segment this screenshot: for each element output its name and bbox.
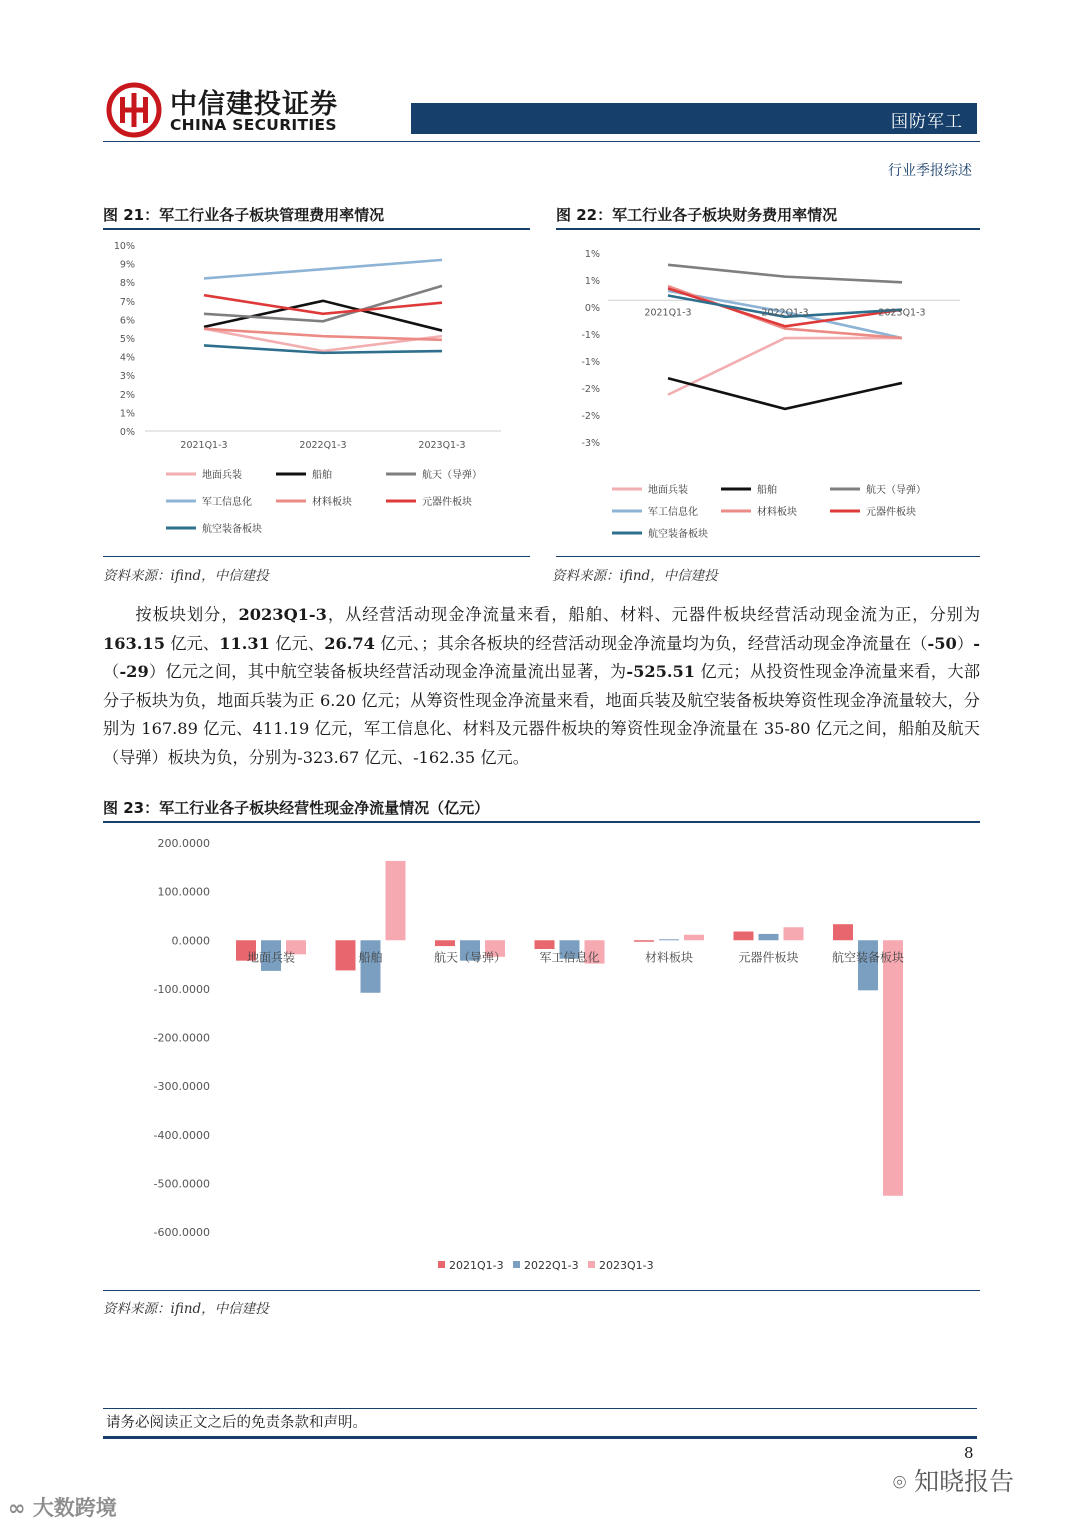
- fig22-title: 图 22：军工行业各子板块财务费用率情况: [556, 206, 838, 224]
- watermark-right-text: 知晓报告: [914, 1467, 1015, 1496]
- fig22-top-rule: [556, 228, 980, 230]
- fig21-ytick-label: 2%: [119, 389, 135, 401]
- disclaimer: 请务必阅读正文之后的免责条款和声明。: [106, 1415, 367, 1431]
- para-text: 亿元、: [269, 633, 325, 653]
- fig23-ytick-label: 200.0000: [157, 837, 210, 850]
- fig23-bar-航天导弹-2021Q1-3: [435, 940, 455, 946]
- fig22-xtick-label: 2021Q1-3: [644, 307, 692, 319]
- fig23-source: 资料来源：ifind，中信建投: [103, 1301, 269, 1317]
- fig21-ytick-label: 8%: [119, 278, 135, 290]
- watermark-left-text: 大数跨境: [32, 1496, 117, 1520]
- fig22-xtick-label: 2023Q1-3: [878, 307, 926, 319]
- fig21-chart: [103, 232, 530, 552]
- para-bold: 26.74: [324, 633, 375, 653]
- fig22-ytick-label: -2%: [581, 411, 600, 422]
- para-text: ）亿元之间，其中航空装备板块经营活动现金净流量流出显著，为: [148, 662, 627, 681]
- legend-label-元器件板块: 元器件板块: [866, 507, 916, 518]
- fig22-source: 资料来源：ifind，中信建投: [552, 568, 718, 584]
- legend-label-地面兵装: 地面兵装: [202, 470, 242, 481]
- fig23-ytick-label: -100.0000: [153, 982, 210, 996]
- fig22-series-航天导弹: [668, 265, 902, 282]
- fig23-bar-航空装备板块-2021Q1-3: [833, 924, 853, 940]
- fig23-chart: [103, 826, 980, 1286]
- para-bold: 11.31: [219, 633, 270, 653]
- fig21-series-航空装备板块: [204, 345, 442, 352]
- header-band: [411, 103, 977, 134]
- fig21-ytick-label: 9%: [119, 259, 135, 271]
- fig21-ytick-label: 4%: [119, 352, 135, 364]
- fig23-bar-材料板块-2023Q1-3: [684, 935, 704, 940]
- legend-label-材料板块: 材料板块: [757, 507, 797, 518]
- para-text: 亿元、；其余各板块的经营活动现金净流量均为负，经营活动现金净流量在（: [374, 633, 928, 653]
- fig23-ytick-label: -400.0000: [153, 1128, 210, 1142]
- fig22-ytick-label: -1%: [581, 330, 600, 341]
- fig23-bar-材料板块-2021Q1-3: [634, 940, 654, 941]
- fig23-legend-label-2023Q1-3: 2023Q1-3: [599, 1259, 654, 1272]
- fig21-ytick-label: 1%: [119, 408, 135, 420]
- fig23-xtick-label: 船舶: [358, 950, 383, 965]
- fig22-ytick-label: 1%: [584, 276, 600, 287]
- fig21-ytick-label: 7%: [119, 296, 135, 308]
- para-bold: 2023Q1-3: [238, 605, 327, 624]
- fig22-bottom-rule: [556, 556, 980, 557]
- fig21-bottom-rule: [103, 556, 530, 557]
- fig21-ytick-label: 3%: [119, 371, 135, 383]
- legend-label-航空装备板块: 航空装备板块: [202, 524, 262, 535]
- company-name-en: CHINA SECURITIES: [170, 116, 337, 134]
- fig21-ytick-label: 6%: [119, 315, 135, 327]
- fig23-bar-航空装备板块-2023Q1-3: [883, 940, 903, 1196]
- legend-label-军工信息化: 军工信息化: [648, 507, 698, 518]
- watermark-right: [893, 1462, 1014, 1498]
- fig23-xtick-label: 航天（导弹）: [433, 950, 507, 965]
- legend-label-航天导弹: 航天（导弹）: [866, 485, 926, 496]
- wechat-icon: ⌾: [893, 1471, 907, 1496]
- fig23-xtick-label: 航空装备板块: [831, 950, 905, 965]
- fig23-bar-船舶-2023Q1-3: [386, 861, 406, 940]
- weibo-icon: ∞: [8, 1496, 26, 1520]
- fig23-bar-航空装备板块-2022Q1-3: [858, 940, 878, 990]
- fig23-xtick-label: 元器件板块: [738, 950, 799, 965]
- para-text: 亿元、: [164, 633, 220, 653]
- fig23-xtick-label: 地面兵装: [246, 950, 296, 965]
- legend-label-航天导弹: 航天（导弹）: [422, 470, 482, 481]
- fig21-ytick-label: 0%: [119, 427, 135, 438]
- fig21-xtick-label: 2022Q1-3: [299, 440, 347, 451]
- fig23-bar-船舶-2021Q1-3: [336, 940, 356, 970]
- fig23-xtick-label: 材料板块: [644, 950, 694, 965]
- legend-label-材料板块: 材料板块: [312, 497, 352, 508]
- body-paragraph: [103, 601, 980, 772]
- fig22-ytick-label: -1%: [581, 357, 600, 368]
- legend-label-船舶: 船舶: [757, 485, 777, 496]
- fig22-ytick-label: 0%: [584, 303, 600, 314]
- fig23-ytick-label: -300.0000: [153, 1080, 210, 1094]
- company-name-cn: 中信建投证券: [170, 89, 338, 120]
- fig23-ytick-label: -500.0000: [153, 1177, 210, 1191]
- para-bold: 163.15: [103, 633, 165, 653]
- fig23-ytick-label: 100.0000: [157, 885, 210, 899]
- fig21-title: 图 21：军工行业各子板块管理费用率情况: [103, 206, 385, 224]
- fig23-bar-元器件板块-2023Q1-3: [784, 927, 804, 940]
- legend-label-元器件板块: 元器件板块: [422, 497, 472, 508]
- para-text: 按板块划分，: [135, 605, 239, 624]
- fig21-series-军工信息化: [204, 260, 442, 279]
- fig23-legend-swatch-2023Q1-3: [588, 1261, 595, 1268]
- para-text: （: [103, 662, 120, 681]
- legend-label-军工信息化: 军工信息化: [202, 497, 252, 508]
- legend-label-地面兵装: 地面兵装: [648, 485, 688, 496]
- fig22-chart: [556, 232, 980, 552]
- page-number: 8: [964, 1444, 974, 1462]
- company-logo-icon: [106, 82, 162, 138]
- fig23-xtick-label: 军工信息化: [539, 950, 600, 965]
- fig23-bar-船舶-2022Q1-3: [361, 940, 381, 993]
- fig23-title: 图 23：军工行业各子板块经营性现金净流量情况（亿元）: [103, 799, 490, 817]
- fig23-legend-swatch-2021Q1-3: [438, 1261, 445, 1268]
- fig21-ytick-label: 10%: [113, 241, 135, 252]
- fig23-top-rule: [103, 821, 980, 823]
- sector-tag: 国防军工: [891, 112, 963, 132]
- fig23-ytick-label: -200.0000: [153, 1031, 210, 1045]
- fig21-xtick-label: 2021Q1-3: [180, 440, 228, 451]
- fig23-bar-元器件板块-2022Q1-3: [759, 934, 779, 940]
- fig23-ytick-label: 0.0000: [171, 934, 210, 948]
- watermark-left: [8, 1492, 117, 1522]
- para-bold: -: [973, 633, 980, 653]
- fig23-legend-swatch-2022Q1-3: [513, 1261, 520, 1268]
- fig22-series-船舶: [668, 378, 902, 409]
- fig22-xtick-label: 2022Q1-3: [761, 307, 809, 319]
- para-bold: -525.51: [626, 662, 696, 681]
- para-bold: -50: [927, 633, 957, 653]
- para-text: ，从经营活动现金净流量来看，船舶、材料、元器件板块经营活动现金流为正，分别为: [326, 605, 981, 624]
- fig23-legend-label-2022Q1-3: 2022Q1-3: [524, 1259, 579, 1272]
- fig21-xtick-label: 2023Q1-3: [418, 440, 466, 451]
- fig22-ytick-label: 1%: [584, 249, 600, 260]
- para-bold: -29: [119, 662, 149, 681]
- footer-rule-top: [103, 1408, 977, 1409]
- legend-label-船舶: 船舶: [312, 470, 332, 481]
- report-type: 行业季报综述: [888, 163, 972, 179]
- fig22-ytick-label: -3%: [581, 438, 600, 449]
- fig22-ytick-label: -2%: [581, 384, 600, 395]
- fig23-bar-材料板块-2022Q1-3: [659, 939, 679, 940]
- fig23-bottom-rule: [103, 1290, 980, 1291]
- fig23-bar-元器件板块-2021Q1-3: [734, 931, 754, 940]
- header-rule: [103, 141, 980, 142]
- fig21-top-rule: [103, 228, 530, 230]
- para-text: ）: [956, 633, 974, 653]
- fig23-legend-label-2021Q1-3: 2021Q1-3: [449, 1259, 504, 1272]
- fig21-source: 资料来源：ifind，中信建投: [103, 568, 269, 584]
- fig23-bar-军工信息化-2021Q1-3: [535, 940, 555, 949]
- fig21-series-元器件板块: [204, 295, 442, 314]
- para-text: 亿元；从投资性现金净流量来看，大部分子板块为负，地面兵装为正 6.20 亿元；从筹资性现金净流量来看，地面兵装及航空装备板块筹资性现金净流量较大，分别为 167.89 亿元、411.19 亿元，军工信息化、材料及元器件板块的筹资性现金净流量在 35-80 亿元之间，船舶及航天（导弹）板块为负，分别为-323.67 亿元、-162.35 亿元。: [103, 662, 981, 767]
- fig21-series-航天导弹: [204, 286, 442, 321]
- footer-rule-bottom: [103, 1436, 977, 1439]
- fig21-ytick-label: 5%: [119, 334, 135, 345]
- legend-label-航空装备板块: 航空装备板块: [648, 529, 708, 540]
- fig23-ytick-label: -600.0000: [153, 1226, 210, 1239]
